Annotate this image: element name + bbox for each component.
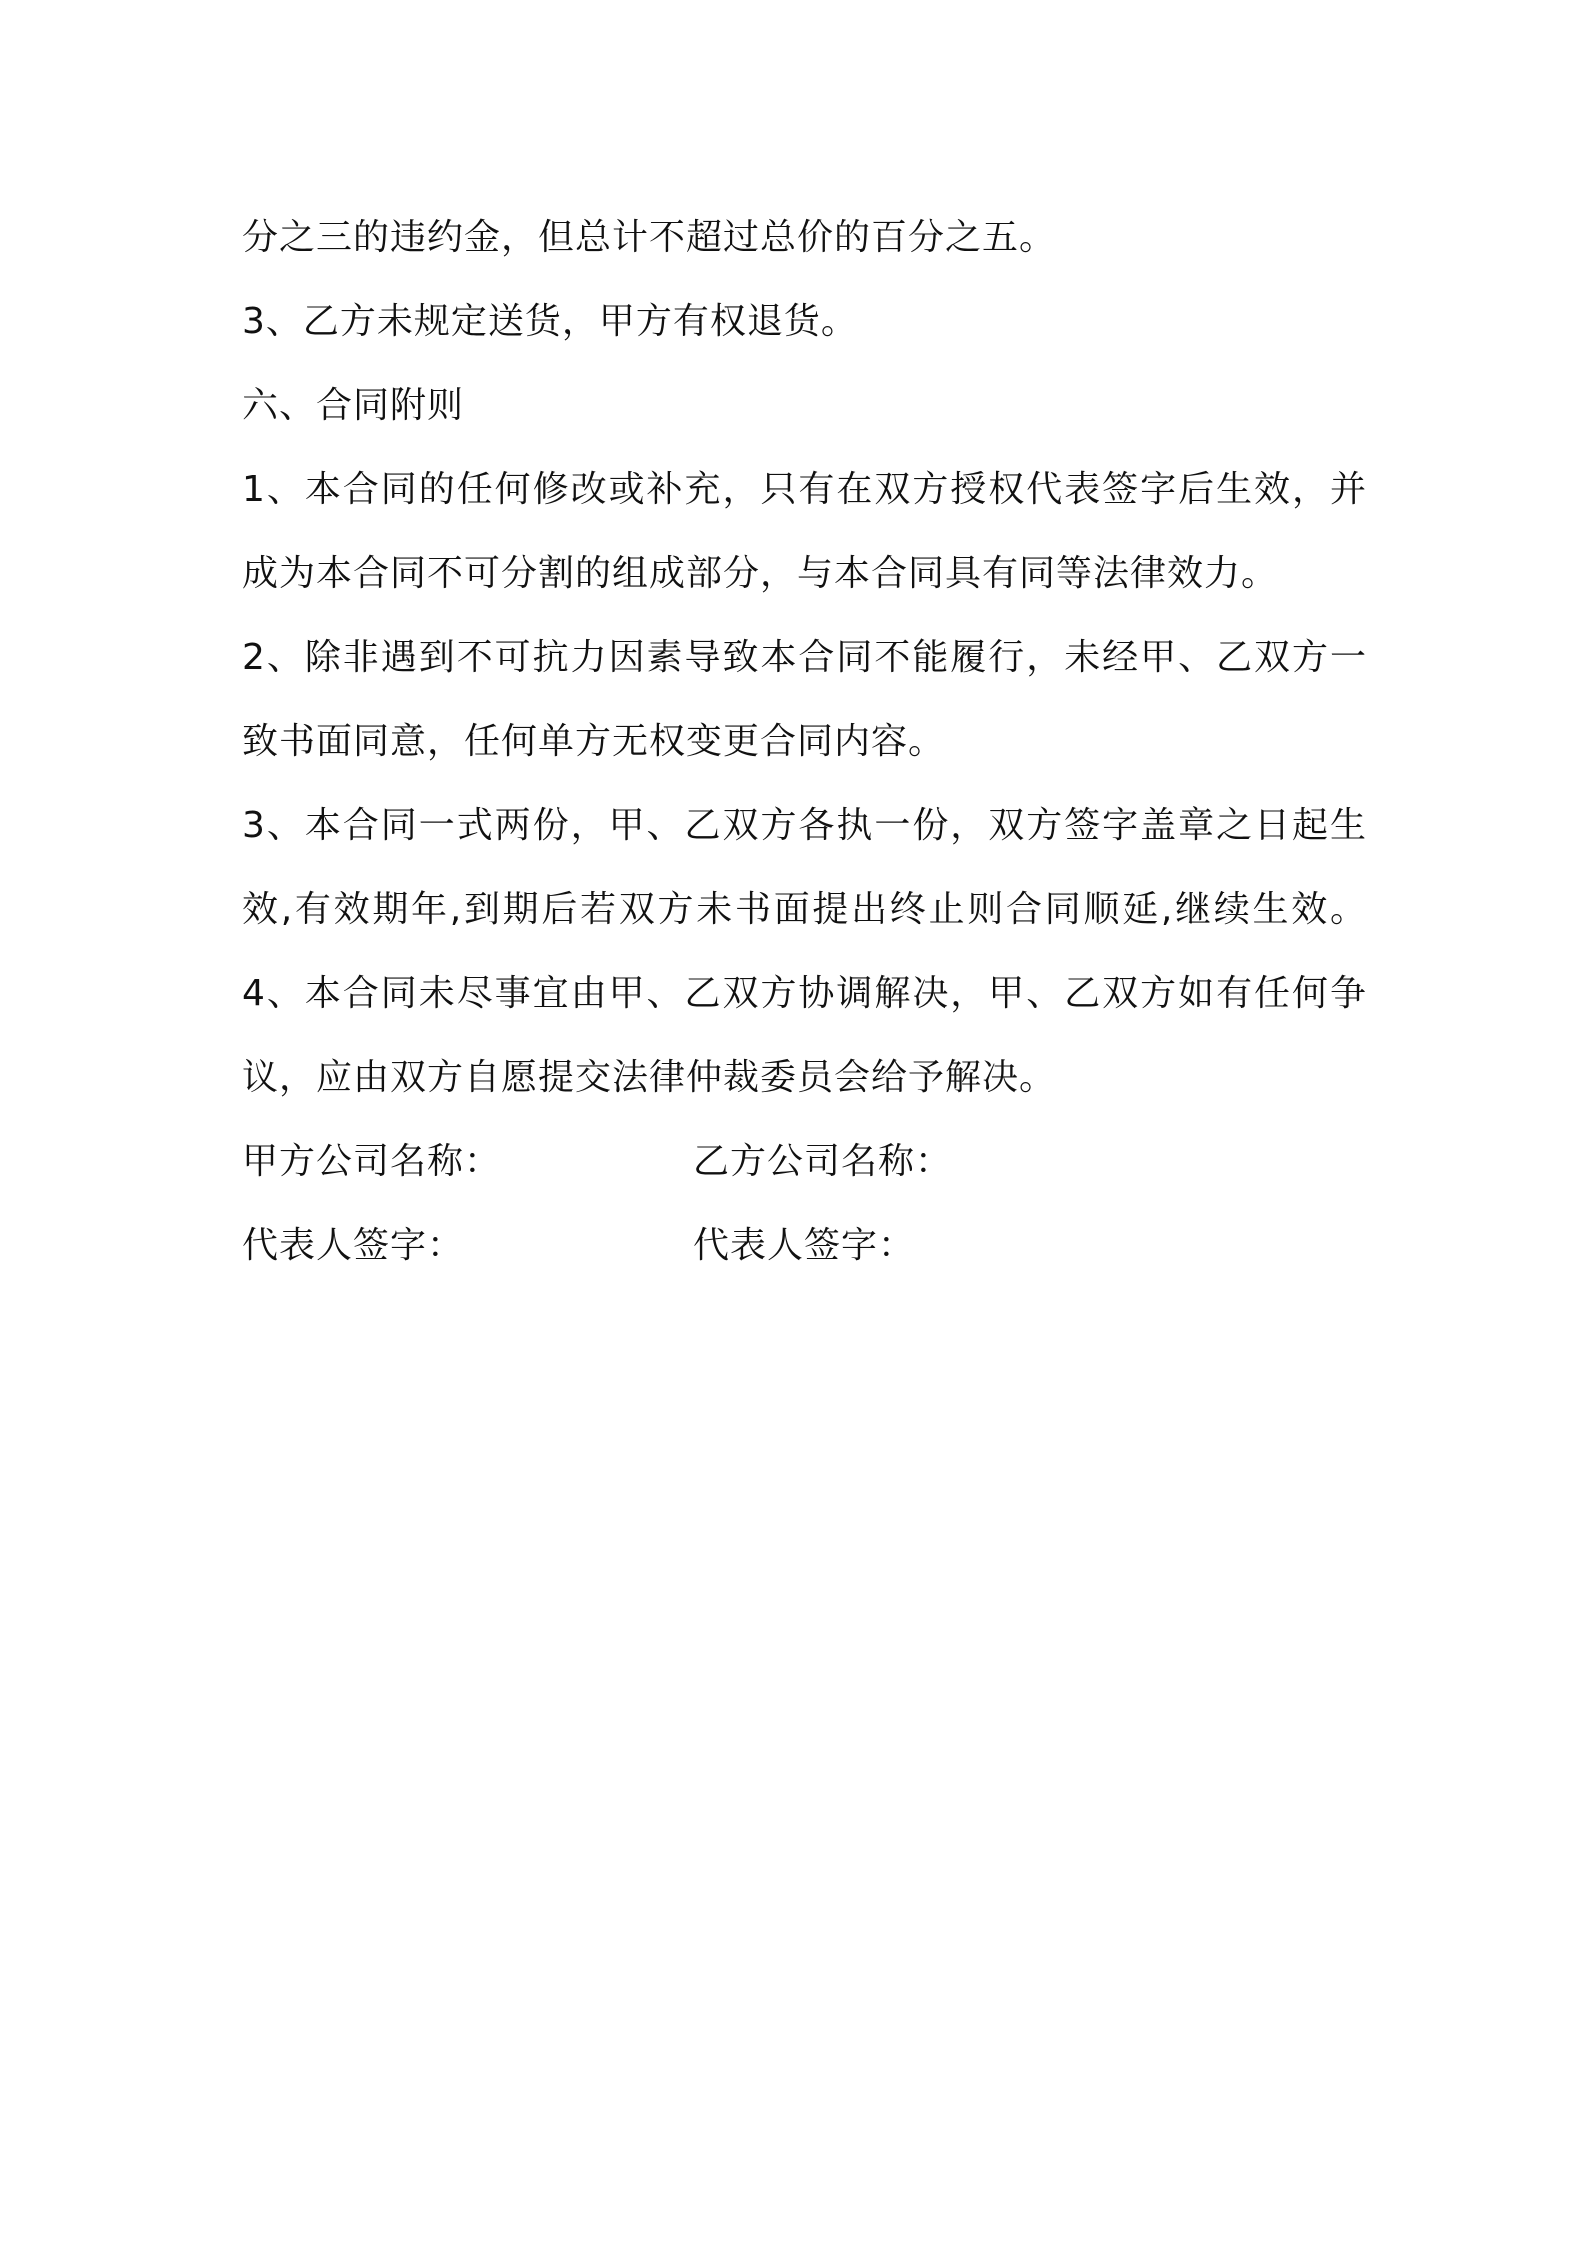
text-line: 1、本合同的任何修改或补充，只有在双方授权代表签字后生效，并 [242,469,1367,510]
party-b-company-label: 乙方公司名称： [693,1141,953,1182]
text-line: 3、本合同一式两份，甲、乙双方各执一份，双方签字盖章之日起生 [242,805,1367,846]
party-b-rep-label: 代表人签字： [693,1225,916,1266]
text-line: 2、除非遇到不可抗力因素导致本合同不能履行，未经甲、乙双方一 [242,637,1367,678]
text-line: 议，应由双方自愿提交法律仲裁委员会给予解决。 [242,1057,1057,1098]
text-line: 3、乙方未规定送货，甲方有权退货。 [242,301,858,342]
text-line: 分之三的违约金，但总计不超过总价的百分之五。 [242,217,1057,258]
party-a-rep-label: 代表人签字： [242,1225,465,1266]
signature-row-company [242,1120,1367,1204]
text-line: 4、本合同未尽事宜由甲、乙双方协调解决，甲、乙双方如有任何争 [242,973,1367,1014]
text-line: 致书面同意，任何单方无权变更合同内容。 [242,721,946,762]
text-line: 效,有效期年,到期后若双方未书面提出终止则合同顺延,继续生效。 [242,889,1367,930]
section-heading: 六、合同附则 [242,385,465,426]
party-a-company-label: 甲方公司名称： [242,1141,502,1182]
text-line: 成为本合同不可分割的组成部分，与本合同具有同等法律效力。 [242,553,1279,594]
signature-row-representative [242,1204,1367,1288]
contract-text [242,196,1367,1288]
